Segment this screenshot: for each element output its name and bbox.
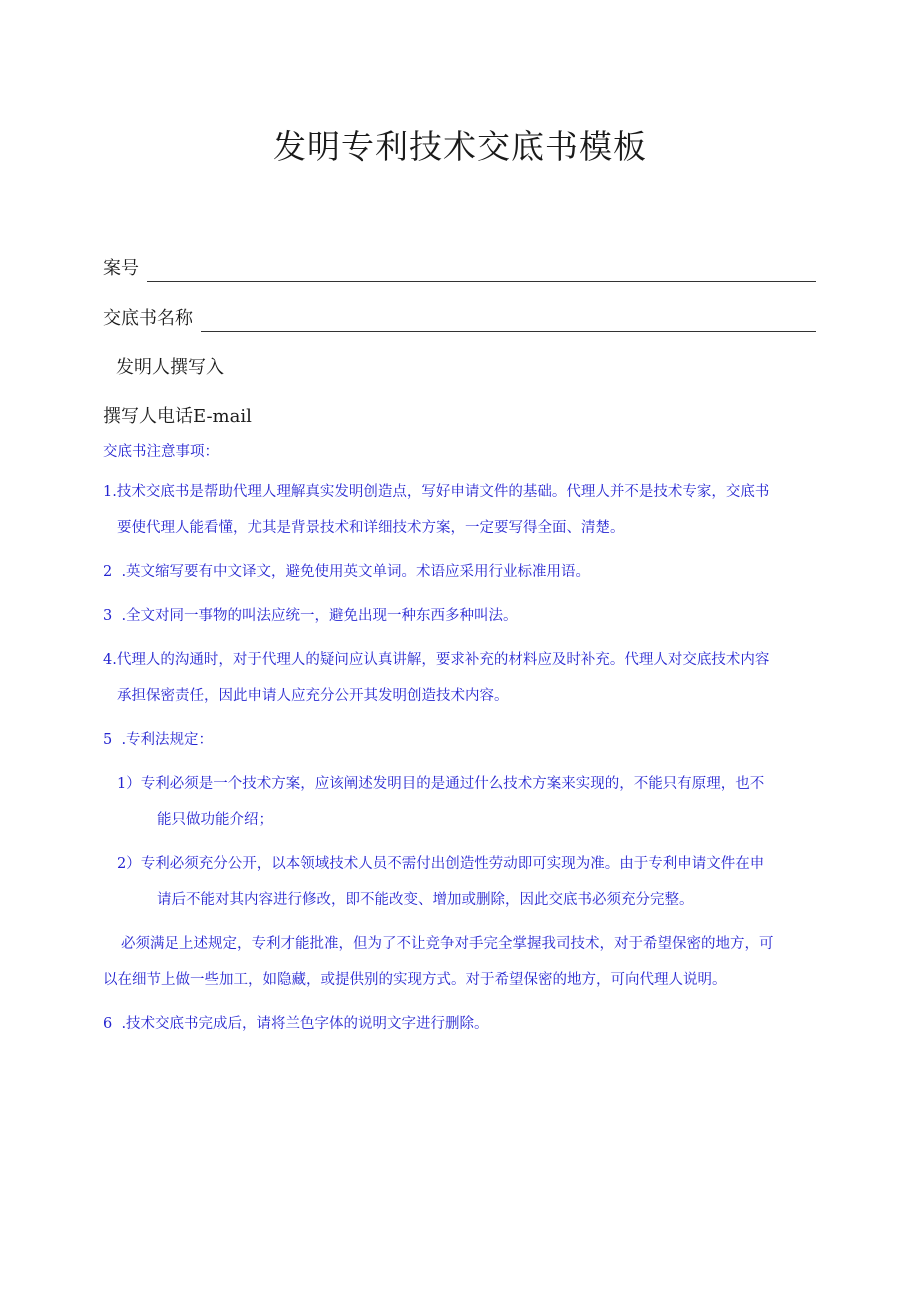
note-text: .代理人的沟通时，对于代理人的疑问应认真讲解，要求补充的材料应及时补充。代理人对交底技术内容 bbox=[112, 652, 770, 668]
note-number: 2） bbox=[117, 856, 141, 872]
note-item-1 bbox=[103, 474, 828, 546]
case-number-field bbox=[103, 256, 816, 282]
note-text: .专利法规定： bbox=[121, 732, 214, 748]
note-text: 专利必须充分公开，以本领域技术人员不需付出创造性劳动即可实现为准。由于专利申请文件在申 bbox=[140, 856, 765, 872]
note-tail-paragraph bbox=[103, 926, 828, 998]
case-number-label: 案号 bbox=[103, 258, 139, 279]
note-subitem-1 bbox=[103, 766, 828, 838]
tail-text-continued: 以在细节上做一些加工，如隐藏，或提供别的实现方式。对于希望保密的地方，可向代理人说明。 bbox=[103, 972, 727, 988]
document-title: 发明专利技术交底书模板 bbox=[273, 127, 647, 166]
note-subitem-2 bbox=[103, 846, 828, 918]
note-text: .技术交底书完成后，请将兰色字体的说明文字进行删除。 bbox=[121, 1016, 489, 1032]
note-text: .英文缩写要有中文译文，避免使用英文单词。术语应采用行业标准用语。 bbox=[121, 564, 591, 580]
case-number-blank-line[interactable] bbox=[147, 261, 816, 282]
inventor-label: 发明人撰写入 bbox=[116, 357, 224, 378]
note-text-continued: 要使代理人能看懂，尤其是背景技术和详细技术方案，一定要写得全面、清楚。 bbox=[117, 520, 625, 536]
doc-name-blank-line[interactable] bbox=[201, 311, 816, 332]
note-number: 1） bbox=[117, 776, 141, 792]
note-item-6 bbox=[103, 1006, 828, 1042]
note-text: .技术交底书是帮助代理人理解真实发明创造点，写好申请文件的基础。代理人并不是技术专家，交底书 bbox=[112, 484, 770, 500]
note-number: 5 bbox=[103, 732, 113, 748]
writer-contact-label: 撰写人电话E-mail bbox=[103, 406, 252, 427]
note-number: 6 bbox=[103, 1016, 113, 1032]
note-item-3 bbox=[103, 598, 828, 634]
note-number: 1 bbox=[103, 484, 113, 500]
note-number: 4 bbox=[103, 652, 113, 668]
note-text: 专利必须是一个技术方案，应该阐述发明目的是通过什么技术方案来实现的，不能只有原理，也不 bbox=[140, 776, 765, 792]
notes-heading: 交底书注意事项： bbox=[103, 444, 219, 460]
note-item-2 bbox=[103, 554, 828, 590]
doc-name-field bbox=[103, 306, 816, 332]
note-text-continued: 能只做功能介绍； bbox=[157, 812, 273, 828]
note-text-continued: 请后不能对其内容进行修改，即不能改变、增加或删除，因此交底书必须充分完整。 bbox=[157, 892, 694, 908]
notes-section bbox=[103, 440, 828, 1054]
note-number: 3 bbox=[103, 608, 113, 624]
note-text-continued: 承担保密责任，因此申请人应充分公开其发明创造技术内容。 bbox=[117, 688, 509, 704]
note-item-5 bbox=[103, 722, 828, 758]
note-text: .全文对同一事物的叫法应统一，避免出现一种东西多种叫法。 bbox=[121, 608, 518, 624]
note-item-4 bbox=[103, 642, 828, 714]
note-number: 2 bbox=[103, 564, 113, 580]
tail-text: 必须满足上述规定，专利才能批准，但为了不让竞争对手完全掌握我司技术，对于希望保密的地方，可 bbox=[121, 936, 774, 952]
doc-name-label: 交底书名称 bbox=[103, 308, 193, 329]
